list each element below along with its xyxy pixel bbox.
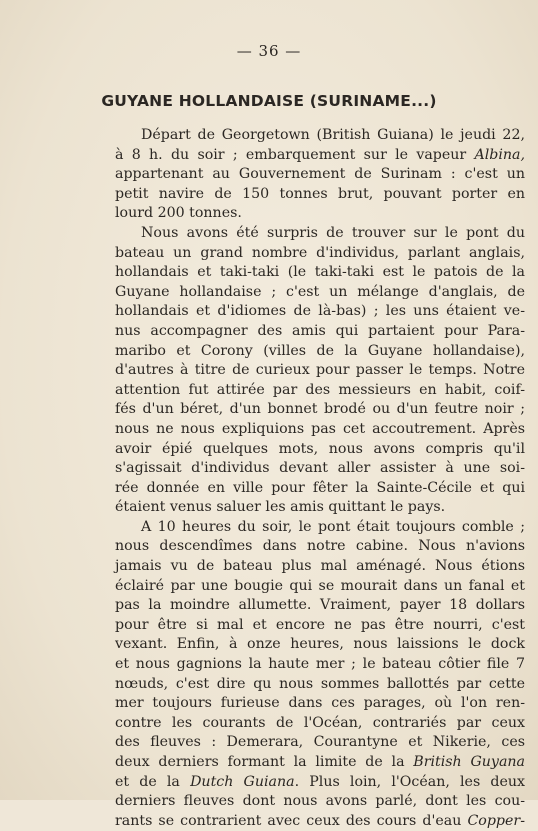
text-line: [115, 224, 525, 244]
text-line: [115, 342, 525, 362]
text-run: d'autres à titre de curieux pour passer le temps. Notre: [115, 362, 525, 379]
text-run: fés d'un béret, d'un bonnet brodé ou d'un feutre noir ;: [115, 401, 525, 418]
text-line: [115, 537, 525, 557]
text-line: [115, 126, 525, 146]
text-line: [115, 616, 525, 636]
text-run: Départ de Georgetown (British Guiana) le jeudi 22,: [141, 127, 525, 143]
text-line: [115, 733, 525, 753]
text-line: [115, 792, 525, 812]
body-text: [115, 126, 525, 831]
text-run: étaient venus saluer les amis quittant le pays.: [115, 499, 446, 516]
text-line: [115, 753, 525, 773]
chapter-title: GUYANE HOLLANDAISE (SURINAME...): [101, 92, 437, 110]
text-line: [115, 204, 525, 224]
text-run: rants se contrarient avec ceux des cours d'eau: [115, 812, 468, 829]
text-line: [115, 361, 525, 381]
italic-text: Copper-: [467, 812, 525, 829]
text-line: [115, 714, 525, 734]
text-line: [115, 498, 525, 518]
text-line: [115, 420, 525, 440]
text-line: [115, 146, 525, 166]
text-run: A 10 heures du soir, le pont était toujours comble ;: [141, 518, 525, 535]
text-run: des fleuves : Demerara, Courantyne et Nikerie, ces: [115, 734, 525, 751]
text-run: hollandais et taki-taki (le taki-taki est le patois de la: [115, 264, 525, 281]
text-line: [115, 322, 525, 342]
text-line: [115, 635, 525, 655]
text-line: [115, 263, 525, 283]
text-run: jamais vu de bateau plus mal aménagé. Nous étions: [115, 558, 525, 575]
text-run: à 8 h. du soir ; embarquement sur le vapeur: [115, 146, 475, 163]
text-run: vexant. Enfin, à onze heures, nous laissions le dock: [115, 636, 525, 653]
text-run: nus accompagner des amis qui partaient pour Para-: [115, 322, 525, 339]
text-run: lourd 200 tonnes.: [115, 205, 242, 222]
text-line: [115, 381, 525, 401]
text-run: s'agissait d'individus devant aller assister à une soi-: [115, 460, 525, 477]
text-line: [115, 596, 525, 616]
text-line: [115, 185, 525, 205]
text-run: éclairé par une bougie qui se mourait dans un fanal et: [115, 577, 525, 594]
text-line: [115, 400, 525, 420]
text-line: [115, 518, 525, 538]
text-line: [115, 283, 525, 303]
text-line: [115, 577, 525, 597]
text-run: deux derniers formant la limite de la: [115, 754, 414, 770]
text-line: [115, 479, 525, 499]
text-run: avoir épié quelques mots, nous avons compris qu'il: [115, 440, 525, 457]
text-run: attention fut attirée par des messieurs en habit, coif-: [115, 381, 525, 398]
text-line: [115, 440, 525, 460]
text-line: [115, 675, 525, 695]
text-run: nœuds, c'est dire qu nous sommes ballottés par cette: [115, 675, 525, 692]
text-line: [115, 655, 525, 675]
text-run: . Plus loin, l'Océan, les deux: [294, 773, 526, 790]
text-run: Guyane hollandaise ; c'est un mélange d'anglais, de: [115, 283, 525, 300]
text-run: bateau un grand nombre d'individus, parlant anglais,: [115, 244, 525, 261]
text-run: appartenant au Gouvernement de Surinam : c'est un: [115, 166, 525, 183]
text-run: et nous gagnions la haute mer ; le bateau côtier file 7: [115, 656, 525, 673]
page-number: — 36 —: [236, 42, 302, 60]
text-line: [115, 302, 525, 322]
italic-text: Albina,: [474, 146, 525, 163]
text-run: contre les courants de l'Océan, contrariés par ceux: [115, 714, 525, 731]
text-line: [115, 165, 525, 185]
text-run: pas la moindre allumette. Vraiment, payer 18 dollars: [115, 597, 525, 614]
text-line: [115, 694, 525, 714]
text-run: rée donnée en ville pour fêter la Sainte-Cécile et qui: [115, 479, 525, 496]
text-line: [115, 244, 525, 264]
text-run: nous ne nous expliquions pas cet accoutrement. Après: [115, 420, 525, 437]
italic-text: Dutch Guiana: [190, 773, 295, 790]
italic-text: British Guyana: [413, 754, 525, 770]
text-run: nous descendîmes dans notre cabine. Nous n'avions: [115, 538, 525, 555]
text-run: petit navire de 150 tonnes brut, pouvant porter en: [115, 185, 525, 202]
text-run: Nous avons été surpris de trouver sur le pont du: [141, 224, 525, 241]
text-line: [115, 773, 525, 793]
text-line: [115, 812, 525, 831]
text-line: [115, 557, 525, 577]
text-run: maribo et Corony (villes de la Guyane hollandaise),: [115, 342, 525, 359]
text-run: mer toujours furieuse dans ces parages, où l'on ren-: [115, 695, 525, 712]
text-run: derniers fleuves dont nous avons parlé, dont les cou-: [115, 793, 525, 810]
text-run: pour être si mal et encore ne pas être nourri, c'est: [115, 616, 525, 633]
text-run: et de la: [115, 773, 191, 790]
text-run: hollandais et d'idiomes de là-bas) ; les uns étaient ve-: [115, 303, 525, 320]
text-line: [115, 459, 525, 479]
